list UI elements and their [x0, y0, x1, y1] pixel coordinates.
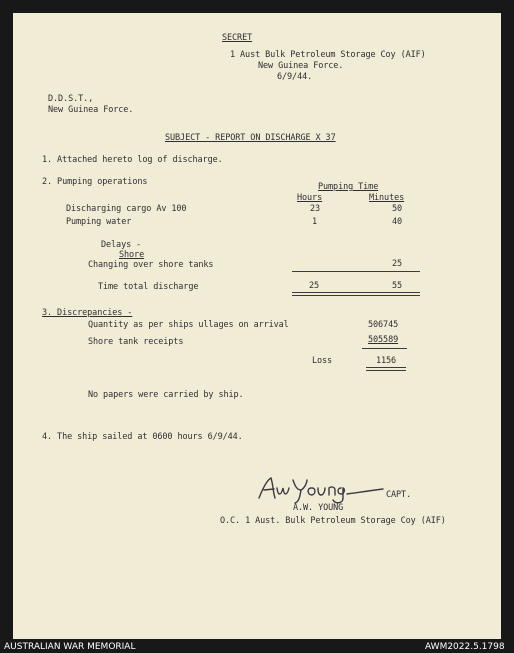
total-minutes: 55	[392, 281, 403, 291]
receipts-label: Shore tank receipts	[88, 337, 184, 347]
row-water-label: Pumping water	[66, 217, 132, 227]
papers-note: No papers were carried by ship.	[88, 390, 244, 400]
unit-name: 1 Aust Bulk Petroleum Storage Coy (AIF)	[230, 50, 426, 60]
receipts-value: 505589	[368, 335, 399, 345]
signatory-title: O.C. 1 Aust. Bulk Petroleum Storage Coy (AIF)	[220, 516, 446, 526]
addressee-line1: D.D.S.T.,	[48, 94, 94, 104]
total-label: Time total discharge	[98, 282, 199, 292]
col-hours: Hours	[297, 193, 323, 203]
pumping-time-header: Pumping Time	[318, 182, 379, 192]
location: New Guinea Force.	[258, 61, 344, 71]
item-3-heading: 3. Discrepancies -	[42, 308, 133, 318]
shore-label: Shore	[119, 250, 145, 260]
document-date: 6/9/44.	[277, 72, 313, 82]
subject-line: SUBJECT - REPORT ON DISCHARGE X 37	[165, 133, 336, 143]
item-2-heading: 2. Pumping operations	[42, 177, 148, 187]
col-minutes: Minutes	[369, 193, 405, 203]
signatory-name: A.W. YOUNG	[293, 503, 344, 513]
footer-institution: AUSTRALIAN WAR MEMORIAL	[4, 642, 136, 652]
delays-label: Delays -	[101, 240, 142, 250]
row-cargo-minutes: 50	[392, 204, 403, 214]
row-water-minutes: 40	[392, 217, 403, 227]
signature-image	[255, 474, 390, 506]
row-water-hours: 1	[312, 217, 318, 227]
changing-minutes: 25	[392, 259, 403, 269]
classification-mark: SECRET	[222, 33, 253, 43]
addressee-line2: New Guinea Force.	[48, 105, 134, 115]
loss-label: Loss	[312, 356, 333, 366]
receipts-rule	[362, 348, 407, 349]
row-cargo-hours: 23	[310, 204, 321, 214]
total-hours: 25	[309, 281, 320, 291]
total-double-rule	[292, 292, 420, 296]
footer-accession-number: AWM2022.5.1798	[425, 642, 505, 652]
loss-value: 1156	[376, 356, 397, 366]
qty-value: 506745	[368, 320, 399, 330]
signature-rank: CAPT.	[386, 490, 412, 500]
row-cargo-label: Discharging cargo Av 100	[66, 204, 187, 214]
item-4: 4. The ship sailed at 0600 hours 6/9/44.	[42, 432, 243, 442]
loss-double-rule	[366, 367, 406, 371]
item-1: 1. Attached hereto log of discharge.	[42, 155, 223, 165]
subtotal-rule	[292, 271, 420, 272]
qty-label: Quantity as per ships ullages on arrival	[88, 320, 289, 330]
changing-label: Changing over shore tanks	[88, 260, 214, 270]
